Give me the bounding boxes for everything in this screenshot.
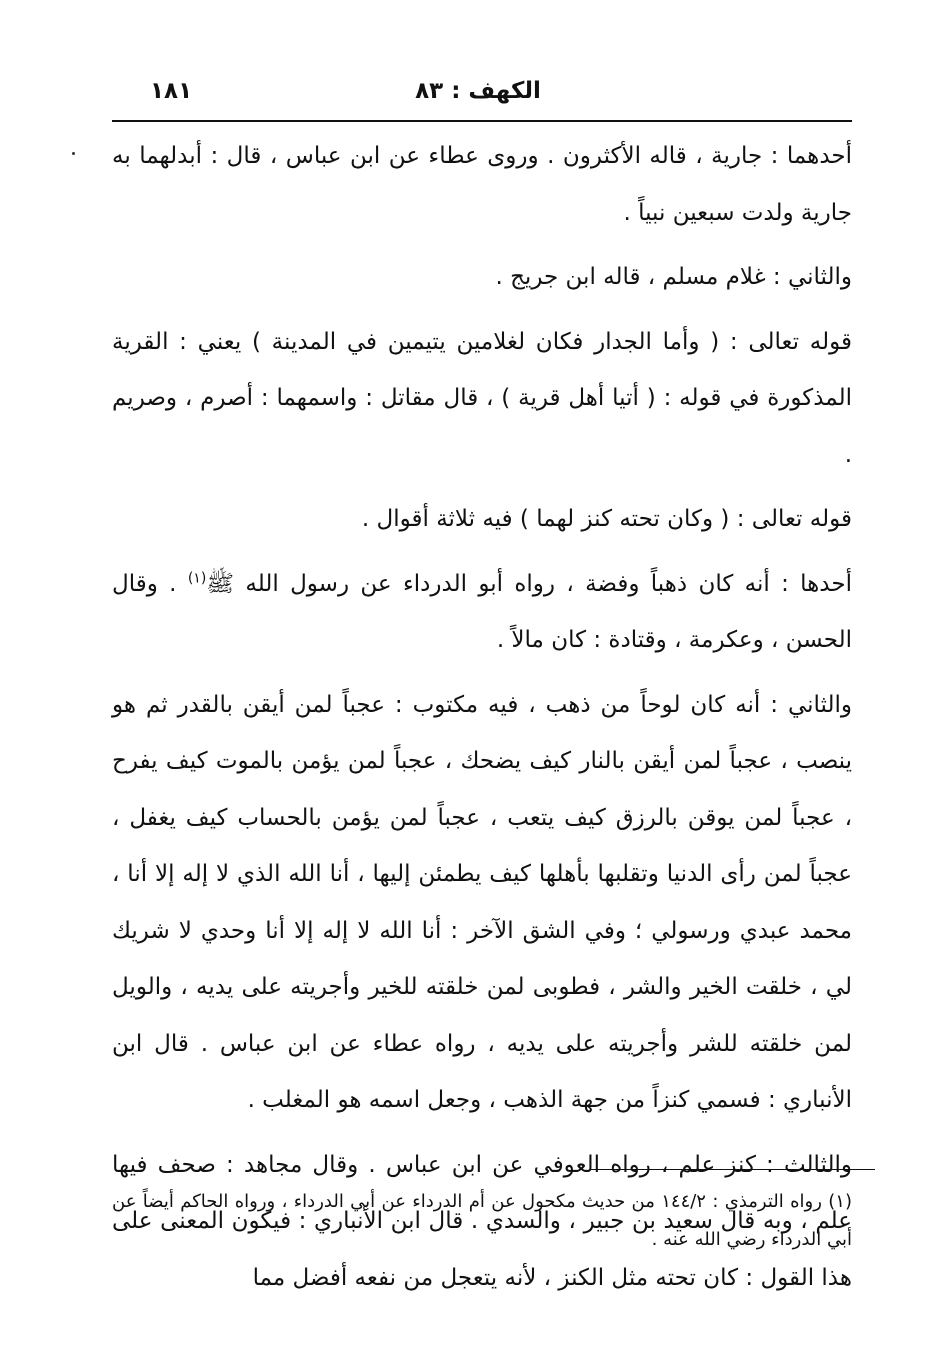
page-speck (72, 152, 75, 155)
header-rule (112, 120, 852, 122)
footnotes (112, 1183, 852, 1259)
footnote-reference[interactable]: (١) (187, 569, 207, 586)
page-number: ١٨١ (150, 78, 193, 104)
paragraph-5 (112, 556, 852, 669)
paragraph-5-end: . وقال الحسن ، وعكرمة ، وقتادة : كان مالاً . (112, 570, 852, 653)
paragraph-7: والثالث : كنز علم ، رواه العوفي عن ابن عباس . وقال مجاهد : صحف فيها علم ، وبه قال سعيد بن جبير ، والسدي . قال ابن الأنباري : فيكون المعنى على هذا القول : كان تحته مثل الكنز ، لأنه يتعجل من نفعه أفضل مما (112, 1151, 852, 1291)
footnote-1: (١) رواه الترمذي : ١٤٤/٢ من حديث مكحول عن أم الدرداء عن أبي الدرداء ، ورواه الحاكم أيضاً عن أبي الدرداء رضي الله عنه . (112, 1191, 852, 1250)
paragraph-4: قوله تعالى : ( وكان تحته كنز لهما ) فيه ثلاثة أقوال . (361, 506, 852, 532)
paragraph-1: أحدهما : جارية ، قاله الأكثرون . وروى عطاء عن ابن عباس ، قال : أبدلهما به جارية ولدت سبعين نبياً . (112, 143, 852, 226)
paragraph-3: قوله تعالى : ( وأما الجدار فكان لغلامين يتيمين في المدينة ) يعني : القرية المذكورة في قوله : ( أتيا أهل قرية ) ، قال مقاتل : واسمهما : أصرم ، وصريم . (112, 328, 852, 468)
main-text (112, 128, 852, 1306)
paragraph-6: والثاني : أنه كان لوحاً من ذهب ، فيه مكتوب : عجباً لمن أيقن بالقدر ثم هو ينصب ، عجباً لمن أيقن بالنار كيف يضحك ، عجباً لمن يؤمن بالموت كيف يفرح ، عجباً لمن يوقن بالرزق كيف يتعب ، عجباً لمن يؤمن بالحساب كيف يغفل ، عجباً لمن رأى الدنيا وتقلبها بأهلها كيف يطمئن إليها ، أنا الله الذي لا إله إلا أنا ، محمد عبدي ورسولي ؛ وفي الشق الآخر : أنا الله لا إله إلا أنا وحدي لا شريك لي ، خلقت الخير والشر ، فطوبى لمن خلقته للخير وأجريته على يديه ، والويل لمن خلقته للشر وأجريته على يديه ، رواه عطاء عن ابن عباس . قال ابن الأنباري : فسمي كنزاً من جهة الذهب ، وجعل اسمه هو المغلب . (112, 691, 852, 1113)
paragraph-5-text: أحدها : أنه كان ذهباً وفضة ، رواه أبو الدرداء عن رسول الله ﷺ (206, 570, 852, 597)
running-title: الكهف : ٨٣ (415, 78, 541, 104)
page-header (118, 78, 838, 114)
footnote-rule (590, 1169, 875, 1170)
paragraph-2: والثاني : غلام مسلم ، قاله ابن جريج . (495, 264, 852, 290)
